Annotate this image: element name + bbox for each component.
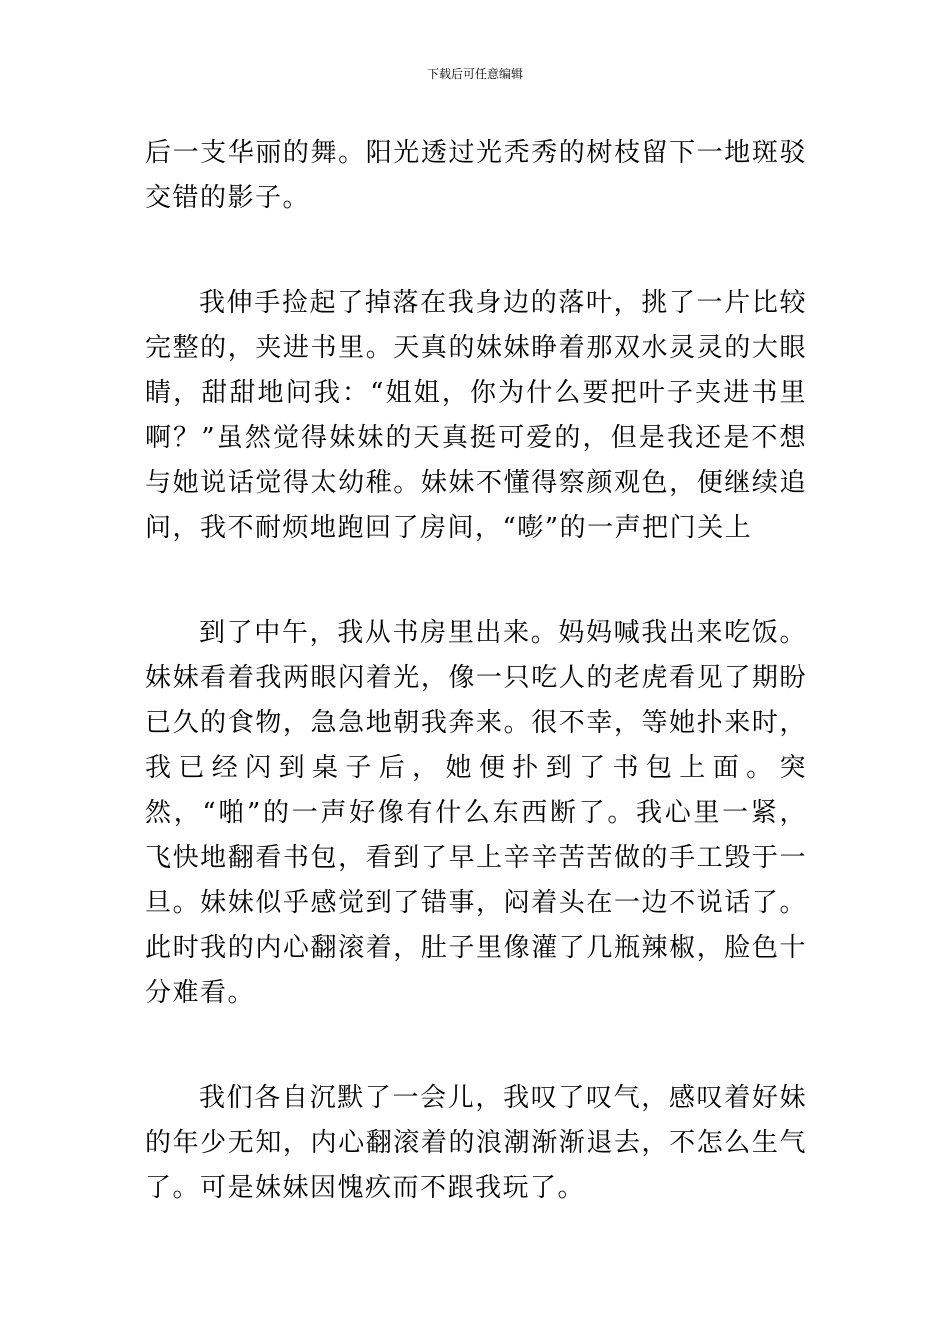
paragraph-noon: 到了中午，我从书房里出来。妈妈喊我出来吃饭。妹妹看着我两眼闪着光，像一只吃人的老虎看见了期盼已久的食物，急急地朝我奔来。很不幸，等她扑来时，我已经闪到桌子后，她便扑到了书包上面。突然，“啪”的一声好像有什么东西断了。我心里一紧，飞快地翻看书包，看到了早上辛辛苦苦做的手工毁于一旦。妹妹似乎感觉到了错事，闷着头在一边不说话了。此时我的内心翻滚着，肚子里像灌了几瓶辣椒，脸色十分难看。 xyxy=(145,618,807,1008)
paragraph-picking-leaf: 我伸手捡起了掉落在我身边的落叶，挑了一片比较完整的，夹进书里。天真的妹妹睁着那双水灵灵的大眼睛，甜甜地问我：“姐姐，你为什么要把叶子夹进书里啊？”虽然觉得妹妹的天真挺可爱的，但是我还是不想与她说话觉得太幼稚。妹妹不懂得察颜观色，便继续追问，我不耐烦地跑回了房间，“嘭”的一声把门关上 xyxy=(145,288,807,543)
paragraph-continuation: 后一支华丽的舞。阳光透过光秃秀的树枝留下一地斑驳交错的影子。 xyxy=(145,138,807,213)
paragraph-gap xyxy=(145,221,807,281)
document-body xyxy=(145,131,807,1211)
paragraph-gap xyxy=(145,551,807,611)
page-header: 下载后可任意编辑 xyxy=(426,67,523,81)
paragraph-gap xyxy=(145,1016,807,1076)
paragraph-silence: 我们各自沉默了一会儿，我叹了叹气，感叹着好妹的年少无知，内心翻滚着的浪潮渐渐退去，不怎么生气了。可是妹妹因愧疚而不跟我玩了。 xyxy=(145,1083,807,1203)
